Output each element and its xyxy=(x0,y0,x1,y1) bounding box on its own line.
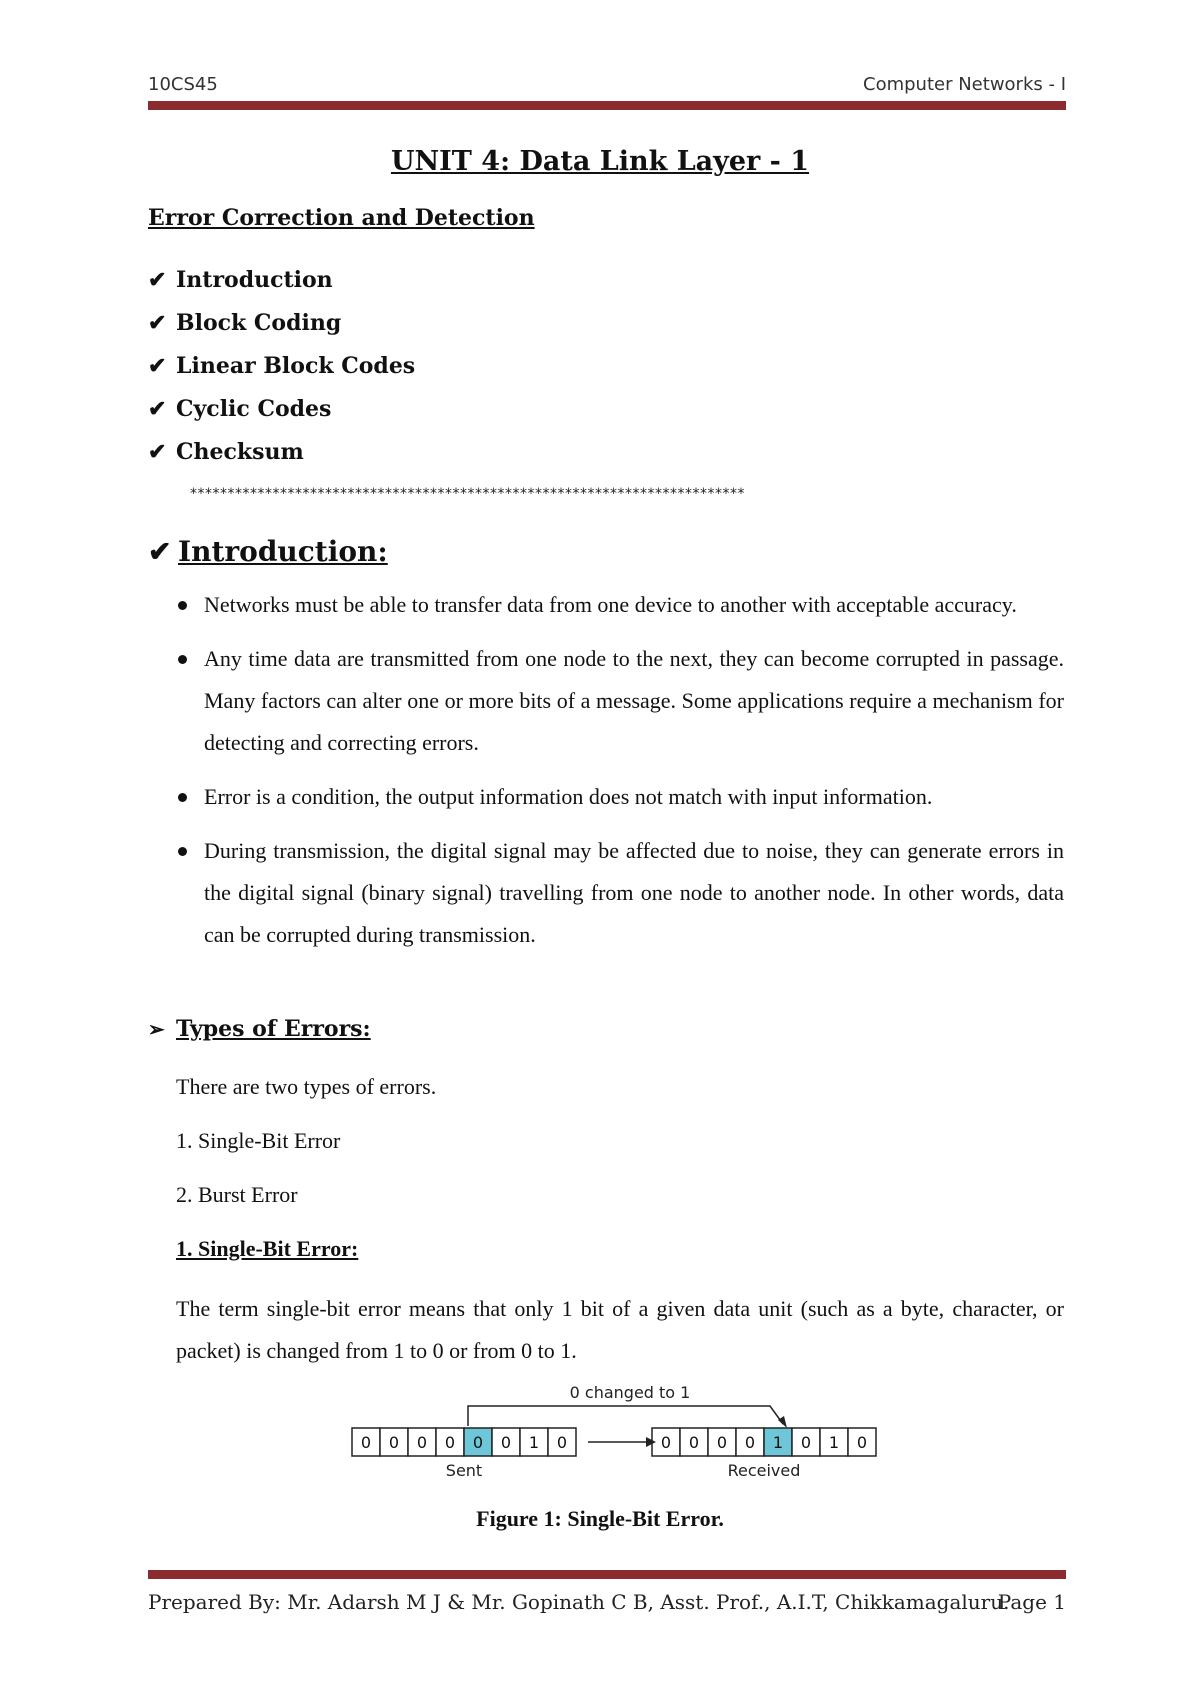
topic-label: Checksum xyxy=(176,438,304,465)
bit-value: 1 xyxy=(828,1433,840,1452)
received-label: Received xyxy=(727,1461,801,1480)
types-heading xyxy=(148,1016,371,1042)
header-course-title: Computer Networks - I xyxy=(863,74,1066,95)
header-course-code: 10CS45 xyxy=(148,74,218,95)
single-bit-heading: 1. Single-Bit Error: xyxy=(176,1236,359,1261)
annotation-arrow xyxy=(468,1406,783,1426)
topic-item xyxy=(148,344,415,387)
bit-value: 0 xyxy=(360,1433,372,1452)
header-rule xyxy=(148,101,1066,110)
bit-value: 0 xyxy=(472,1433,484,1452)
introduction-heading xyxy=(148,535,388,568)
sent-label: Sent xyxy=(445,1461,483,1480)
arrow-bullet-icon: ➢ xyxy=(148,1017,165,1041)
introduction-heading-text: Introduction: xyxy=(178,535,388,568)
bit-value: 0 xyxy=(856,1433,868,1452)
checkmark-icon: ✔ xyxy=(148,438,167,465)
bit-value: 0 xyxy=(660,1433,672,1452)
topic-label: Linear Block Codes xyxy=(176,352,416,379)
bit-value: 0 xyxy=(500,1433,512,1452)
footer-page-number: Page 1 xyxy=(997,1590,1066,1614)
bullet-item: Networks must be able to transfer data from one device to another with acceptable accuracy. xyxy=(176,584,1064,626)
bullet-item: During transmission, the digital signal may be affected due to noise, they can generate errors in the digital signal (binary signal) travelling from one node to another node. In other words, data can be corrupted during transmission. xyxy=(176,830,1064,956)
types-item-single-bit: 1. Single-Bit Error xyxy=(176,1128,341,1153)
bit-value: 0 xyxy=(444,1433,456,1452)
topic-list xyxy=(148,258,415,473)
checkmark-icon: ✔ xyxy=(148,266,167,293)
single-bit-description: The term single-bit error means that only 1 bit of a given data unit (such as a byte, character, or packet) is changed from 1 to 0 or from 0 to 1. xyxy=(176,1296,1064,1363)
topic-label: Introduction xyxy=(176,266,333,293)
bit-value: 1 xyxy=(772,1433,784,1452)
topic-item xyxy=(148,301,415,344)
checkmark-icon: ✔ xyxy=(148,309,167,336)
types-item-burst: 2. Burst Error xyxy=(176,1182,298,1207)
introduction-bullets xyxy=(176,584,1064,968)
footer-rule xyxy=(148,1570,1066,1579)
checkmark-icon: ✔ xyxy=(148,535,172,568)
bullet-item: Error is a condition, the output information does not match with input information. xyxy=(176,776,1064,818)
topic-item xyxy=(148,387,415,430)
page-title: UNIT 4: Data Link Layer - 1 xyxy=(390,146,810,177)
bit-value: 0 xyxy=(744,1433,756,1452)
figure-annotation: 0 changed to 1 xyxy=(569,1383,691,1402)
footer-authors: Prepared By: Mr. Adarsh M J & Mr. Gopinath C B, Asst. Prof., A.I.T, Chikkamagaluru. xyxy=(148,1590,1010,1614)
sent-bits xyxy=(352,1428,576,1456)
bit-value: 0 xyxy=(716,1433,728,1452)
types-heading-text: Types of Errors: xyxy=(176,1016,371,1042)
topic-item xyxy=(148,258,415,301)
bit-value: 1 xyxy=(528,1433,540,1452)
received-bits xyxy=(652,1428,876,1456)
topic-item xyxy=(148,430,415,473)
bullet-item: Any time data are transmitted from one node to the next, they can become corrupted in passage. Many factors can alter one or more bits of a message. Some applications require a mechanism for detecting and correcting errors. xyxy=(176,638,1064,764)
types-intro: There are two types of errors. xyxy=(176,1074,437,1099)
topic-label: Block Coding xyxy=(176,309,342,336)
figure-caption: Figure 1: Single-Bit Error. xyxy=(476,1506,724,1531)
bit-value: 0 xyxy=(800,1433,812,1452)
separator-line: ************************************************************************** xyxy=(190,486,745,502)
checkmark-icon: ✔ xyxy=(148,352,167,379)
section-heading: Error Correction and Detection xyxy=(148,205,535,231)
single-bit-error-figure xyxy=(340,1376,900,1486)
bit-value: 0 xyxy=(556,1433,568,1452)
topic-label: Cyclic Codes xyxy=(176,395,332,422)
bit-value: 0 xyxy=(688,1433,700,1452)
checkmark-icon: ✔ xyxy=(148,395,167,422)
bit-value: 0 xyxy=(416,1433,428,1452)
bit-value: 0 xyxy=(388,1433,400,1452)
